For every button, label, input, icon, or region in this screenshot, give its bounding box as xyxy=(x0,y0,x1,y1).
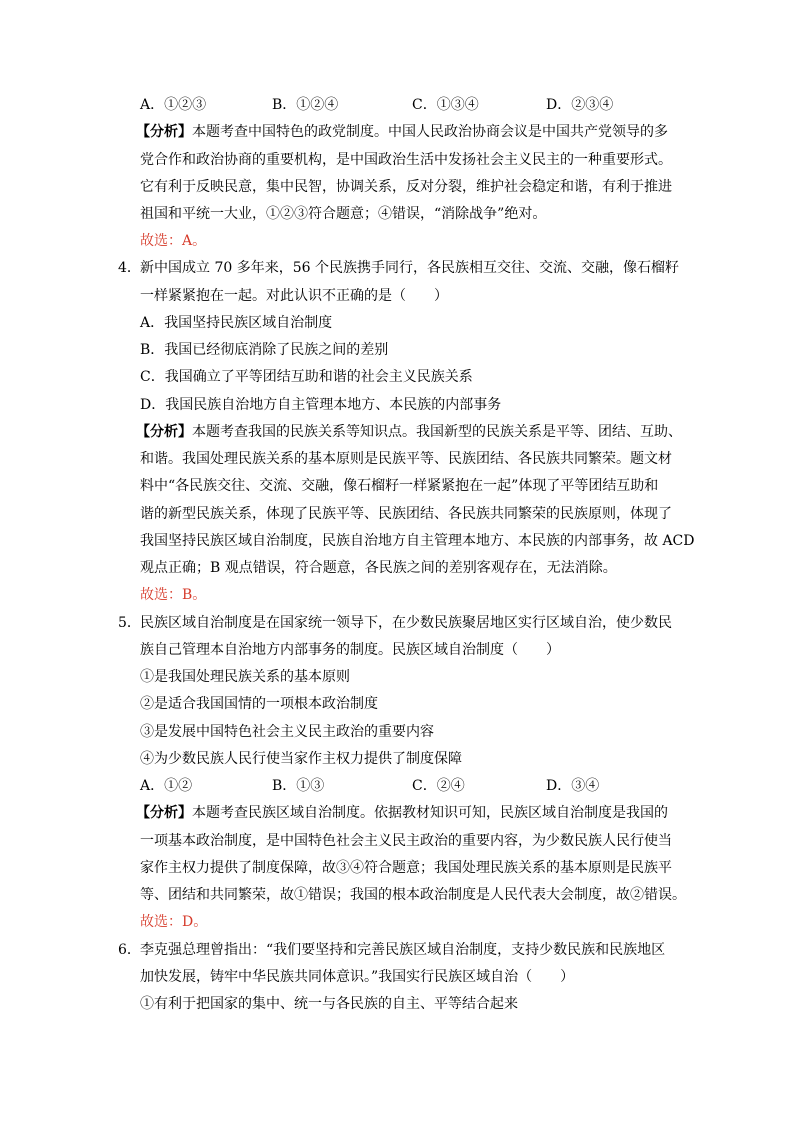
q3-option-c: C．①③④ xyxy=(412,97,479,113)
q3-analysis-line-2: 党合作和政治协商的重要机构，是中国政治生活中发扬社会主义民主的一种重要形式。 xyxy=(140,152,672,168)
q6-stem-line-2: 加快发展，铸牢中华民族共同体意识。”我国实行民族区域自治（ ） xyxy=(140,969,575,985)
q3-analysis-text-1: 本题考查中国特色的政党制度。中国人民政治协商会议是中国共产党领导的多 xyxy=(192,124,668,140)
q5-analysis-tag: 【分析】 xyxy=(136,805,192,821)
q3-option-b: B．①②④ xyxy=(272,97,339,113)
q6-item-1: ①有利于把国家的集中、统一与各民族的自主、平等结合起来 xyxy=(140,996,518,1012)
q4-option-c: C．我国确立了平等团结互助和谐的社会主义民族关系 xyxy=(140,369,473,385)
q5-item-2: ②是适合我国国情的一项根本政治制度 xyxy=(140,696,378,712)
q4-analysis-tag: 【分析】 xyxy=(136,424,192,440)
q3-option-a: A．①②③ xyxy=(140,97,207,113)
q4-analysis-line-1 xyxy=(136,423,682,441)
q4-analysis-line-6: 观点正确；B 观点错误，符合题意，各民族之间的差别客观存在，无法消除。 xyxy=(140,560,617,576)
q3-analysis-line-4: 祖国和平统一大业，①②③符合题意；④错误，“消除战争”绝对。 xyxy=(140,206,547,222)
q5-analysis-line-2: 一项基本政治制度，是中国特色社会主义民主政治的重要内容，为少数民族人民行使当 xyxy=(140,833,672,849)
q5-option-d: D．③④ xyxy=(546,778,600,794)
q5-stem-line-2: 族自己管理本自治地方内部事务的制度。民族区域自治制度（ ） xyxy=(140,642,560,658)
q5-option-b: B．①③ xyxy=(272,778,325,794)
q3-analysis-line-3: 它有利于反映民意，集中民智，协调关系，反对分裂，维护社会稳定和谐，有利于推进 xyxy=(140,179,672,195)
q3-analysis-tag: 【分析】 xyxy=(136,124,192,140)
q5-number: 5． xyxy=(118,615,141,631)
q5-option-a: A．①② xyxy=(140,778,193,794)
q4-analysis-line-2: 和谐。我国处理民族关系的基本原则是民族平等、民族团结、各民族共同繁荣。题文材 xyxy=(140,451,672,467)
q4-option-b: B．我国已经彻底消除了民族之间的差别 xyxy=(140,342,389,358)
q5-analysis-line-1 xyxy=(136,804,668,822)
q4-option-d: D．我国民族自治地方自主管理本地方、本民族的内部事务 xyxy=(140,397,502,413)
q3-analysis-line-1 xyxy=(136,123,668,141)
q4-stem-line-1: 新中国成立 70 多年来，56 个民族携手同行，各民族相互交往、交流、交融，像石榴籽 xyxy=(140,260,679,276)
q5-analysis-text-1: 本题考查民族区域自治制度。依据教材知识可知，民族区域自治制度是我国的 xyxy=(192,805,668,821)
q4-analysis-line-3: 料中“各民族交往、交流、交融，像石榴籽一样紧紧抱在一起”体现了平等团结互助和 xyxy=(140,478,659,494)
q5-analysis-line-3: 家作主权力提供了制度保障，故③④符合题意；我国处理民族关系的基本原则是民族平 xyxy=(140,860,672,876)
q4-number: 4． xyxy=(118,260,141,276)
q5-stem-line-1: 民族区域自治制度是在国家统一领导下，在少数民族聚居地区实行区域自治，使少数民 xyxy=(140,615,672,631)
q5-analysis-line-4: 等、团结和共同繁荣，故①错误；我国的根本政治制度是人民代表大会制度，故②错误。 xyxy=(140,887,686,903)
q4-analysis-line-4: 谐的新型民族关系，体现了民族平等、民族团结、各民族共同繁荣的民族原则，体现了 xyxy=(140,506,672,522)
q4-analysis-text-1: 本题考查我国的民族关系等知识点。我国新型的民族关系是平等、团结、互助、 xyxy=(192,424,682,440)
q4-option-a: A．我国坚持民族区域自治制度 xyxy=(140,315,333,331)
q5-item-4: ④为少数民族人民行使当家作主权力提供了制度保障 xyxy=(140,751,462,767)
q4-analysis-line-5: 我国坚持民族区域自治制度，民族自治地方自主管理本地方、本民族的内部事务，故 ACD xyxy=(140,533,695,549)
q5-item-3: ③是发展中国特色社会主义民主政治的重要内容 xyxy=(140,724,434,740)
q3-option-d: D．②③④ xyxy=(546,97,614,113)
q5-answer: 故选：D。 xyxy=(140,914,208,930)
q5-option-c: C．②④ xyxy=(412,778,465,794)
q5-item-1: ①是我国处理民族关系的基本原则 xyxy=(140,669,350,685)
q4-stem-line-2: 一样紧紧抱在一起。对此认识不正确的是（ ） xyxy=(140,288,448,304)
q6-stem-line-1: 李克强总理曾指出：“我们要坚持和完善民族区域自治制度，支持少数民族和民族地区 xyxy=(140,942,666,958)
q4-answer: 故选：B。 xyxy=(140,587,207,603)
q3-answer: 故选：A。 xyxy=(140,233,207,249)
q6-number: 6． xyxy=(118,942,141,958)
